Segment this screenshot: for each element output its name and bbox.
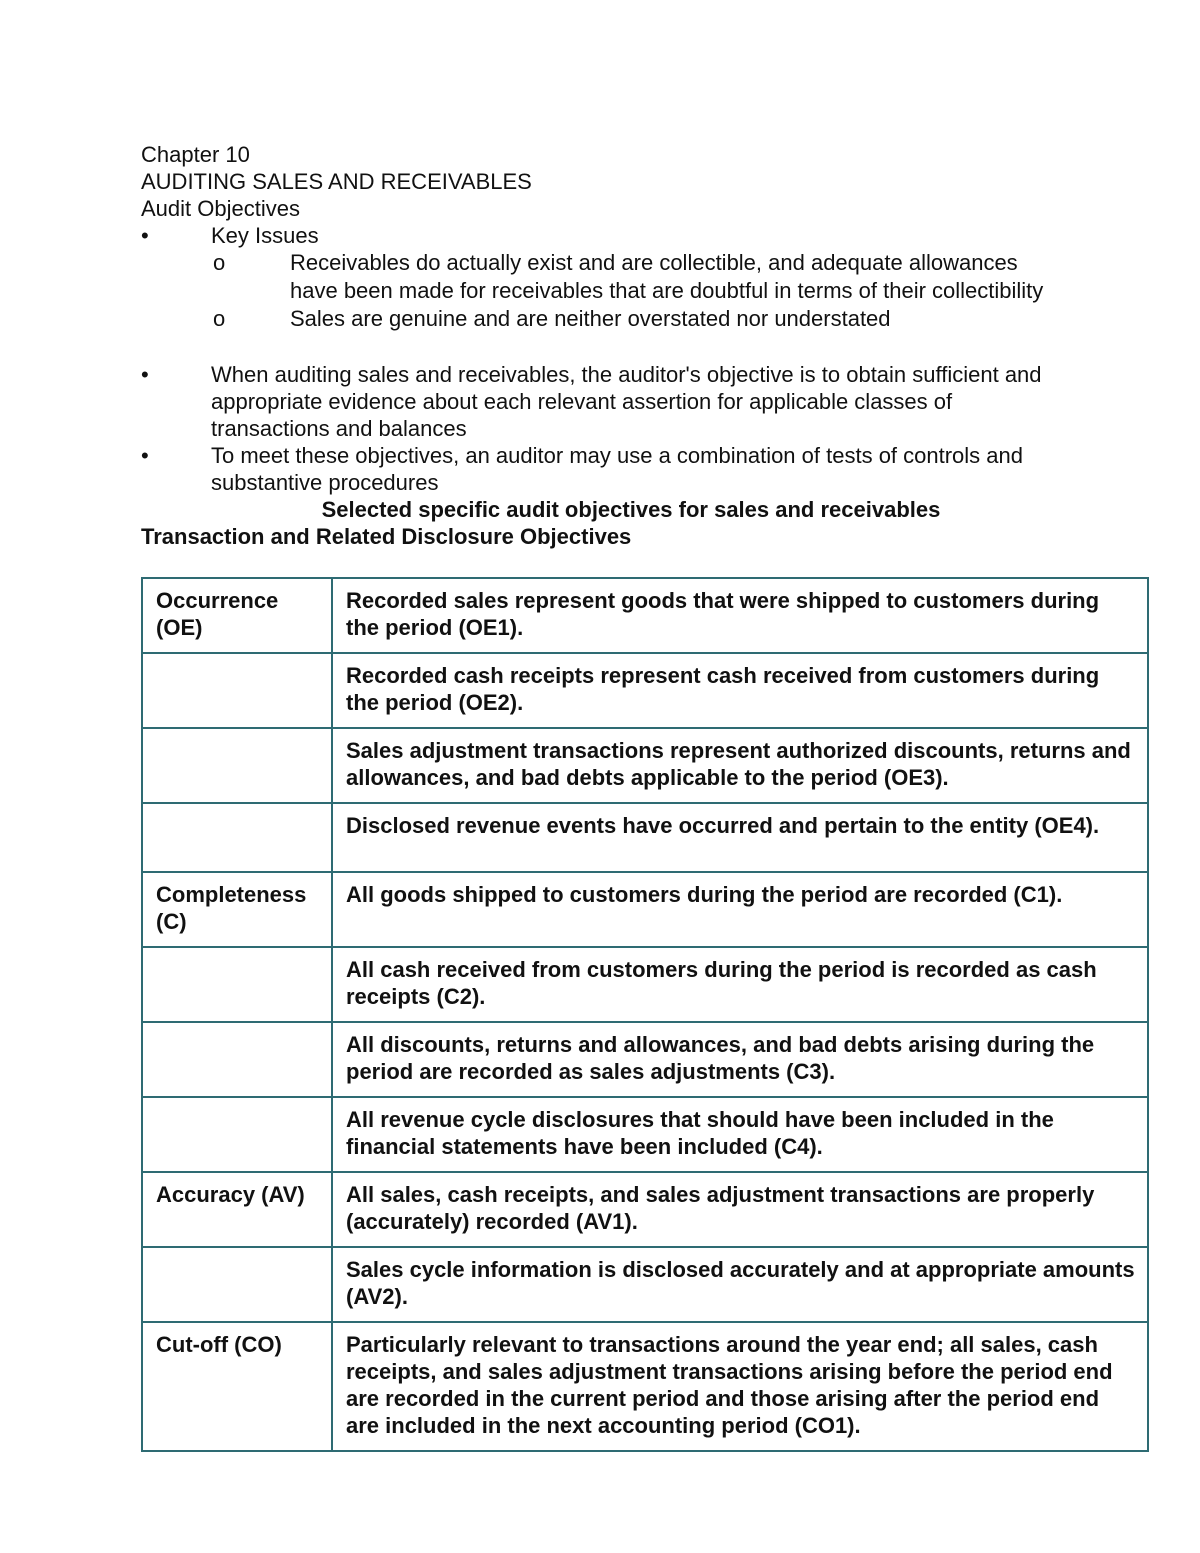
objective-description: Recorded cash receipts represent cash received from customers during the period (OE2). [332,653,1148,728]
objective-category [142,1022,332,1097]
sub-bullet-marker: o [213,306,226,331]
objective-point-text: When auditing sales and receivables, the auditor's objective is to obtain sufficient and appropriate evidence about each relevant assertion for applicable classes of transactions and balances [211,362,1042,441]
bullet-marker: • [141,443,149,468]
table-row [142,728,1148,803]
key-issue-item [141,305,1151,332]
objective-description: All cash received from customers during the period is recorded as cash receipts (C2). [332,947,1148,1022]
key-issue-item [141,249,1045,305]
objective-category: Occurrence (OE) [142,578,332,653]
objective-description: All discounts, returns and allowances, and bad debts arising during the period are recorded as sales adjustments (C3). [332,1022,1148,1097]
objective-description: All goods shipped to customers during the period are recorded (C1). [332,872,1148,947]
objective-category: Completeness (C) [142,872,332,947]
table-row [142,1022,1148,1097]
table-row [142,1247,1148,1322]
objective-category: Cut-off (CO) [142,1322,332,1451]
objective-category [142,728,332,803]
objective-description: Disclosed revenue events have occurred and pertain to the entity (OE4). [332,803,1148,872]
objective-category [142,653,332,728]
table-row [142,1097,1148,1172]
table-subtitle: Transaction and Related Disclosure Objectives [141,524,632,549]
chapter-title: AUDITING SALES AND RECEIVABLES [141,169,532,194]
objective-description: Recorded sales represent goods that were shipped to customers during the period (OE1). [332,578,1148,653]
bullet-marker: • [141,362,149,387]
table-row [142,578,1148,653]
table-row [142,653,1148,728]
table-row [142,803,1148,872]
objective-category [142,803,332,872]
objective-description: Sales cycle information is disclosed accurately and at appropriate amounts (AV2). [332,1247,1148,1322]
table-row [142,1322,1148,1451]
audit-objectives-table [141,577,1149,1452]
sub-bullet-marker: o [213,250,226,275]
objective-category [142,1247,332,1322]
table-row [142,947,1148,1022]
document-page [141,141,1151,550]
objective-category [142,1097,332,1172]
objective-description: Particularly relevant to transactions around the year end; all sales, cash receipts, and sales adjustment transactions arising before the period end are recorded in the current period and those arising after the period end are included in the next accounting period (CO1). [332,1322,1148,1451]
objective-description: All sales, cash receipts, and sales adjustment transactions are properly (accurately) recorded (AV1). [332,1172,1148,1247]
section-heading: Audit Objectives [141,196,300,221]
spacer [141,332,1151,361]
objective-point-text: To meet these objectives, an auditor may use a combination of tests of controls and substantive procedures [211,443,1024,495]
key-issue-text: Sales are genuine and are neither overstated nor understated [290,306,891,331]
chapter-number: Chapter 10 [141,142,250,167]
objective-category [142,947,332,1022]
table-row [142,872,1148,947]
key-issue-text: Receivables do actually exist and are collectible, and adequate allowances have been made for receivables that are doubtful in terms of their collectibility [290,250,1044,303]
objective-category: Accuracy (AV) [142,1172,332,1247]
table-row [142,1172,1148,1247]
key-issues-bullet [141,222,1151,249]
objective-point [141,442,1061,496]
objective-point [141,361,1061,442]
objective-description: All revenue cycle disclosures that should have been included in the financial statements have been included (C4). [332,1097,1148,1172]
key-issues-label: Key Issues [211,223,319,248]
table-title: Selected specific audit objectives for sales and receivables [321,497,941,522]
objective-description: Sales adjustment transactions represent authorized discounts, returns and allowances, and bad debts applicable to the period (OE3). [332,728,1148,803]
bullet-marker: • [141,223,149,248]
